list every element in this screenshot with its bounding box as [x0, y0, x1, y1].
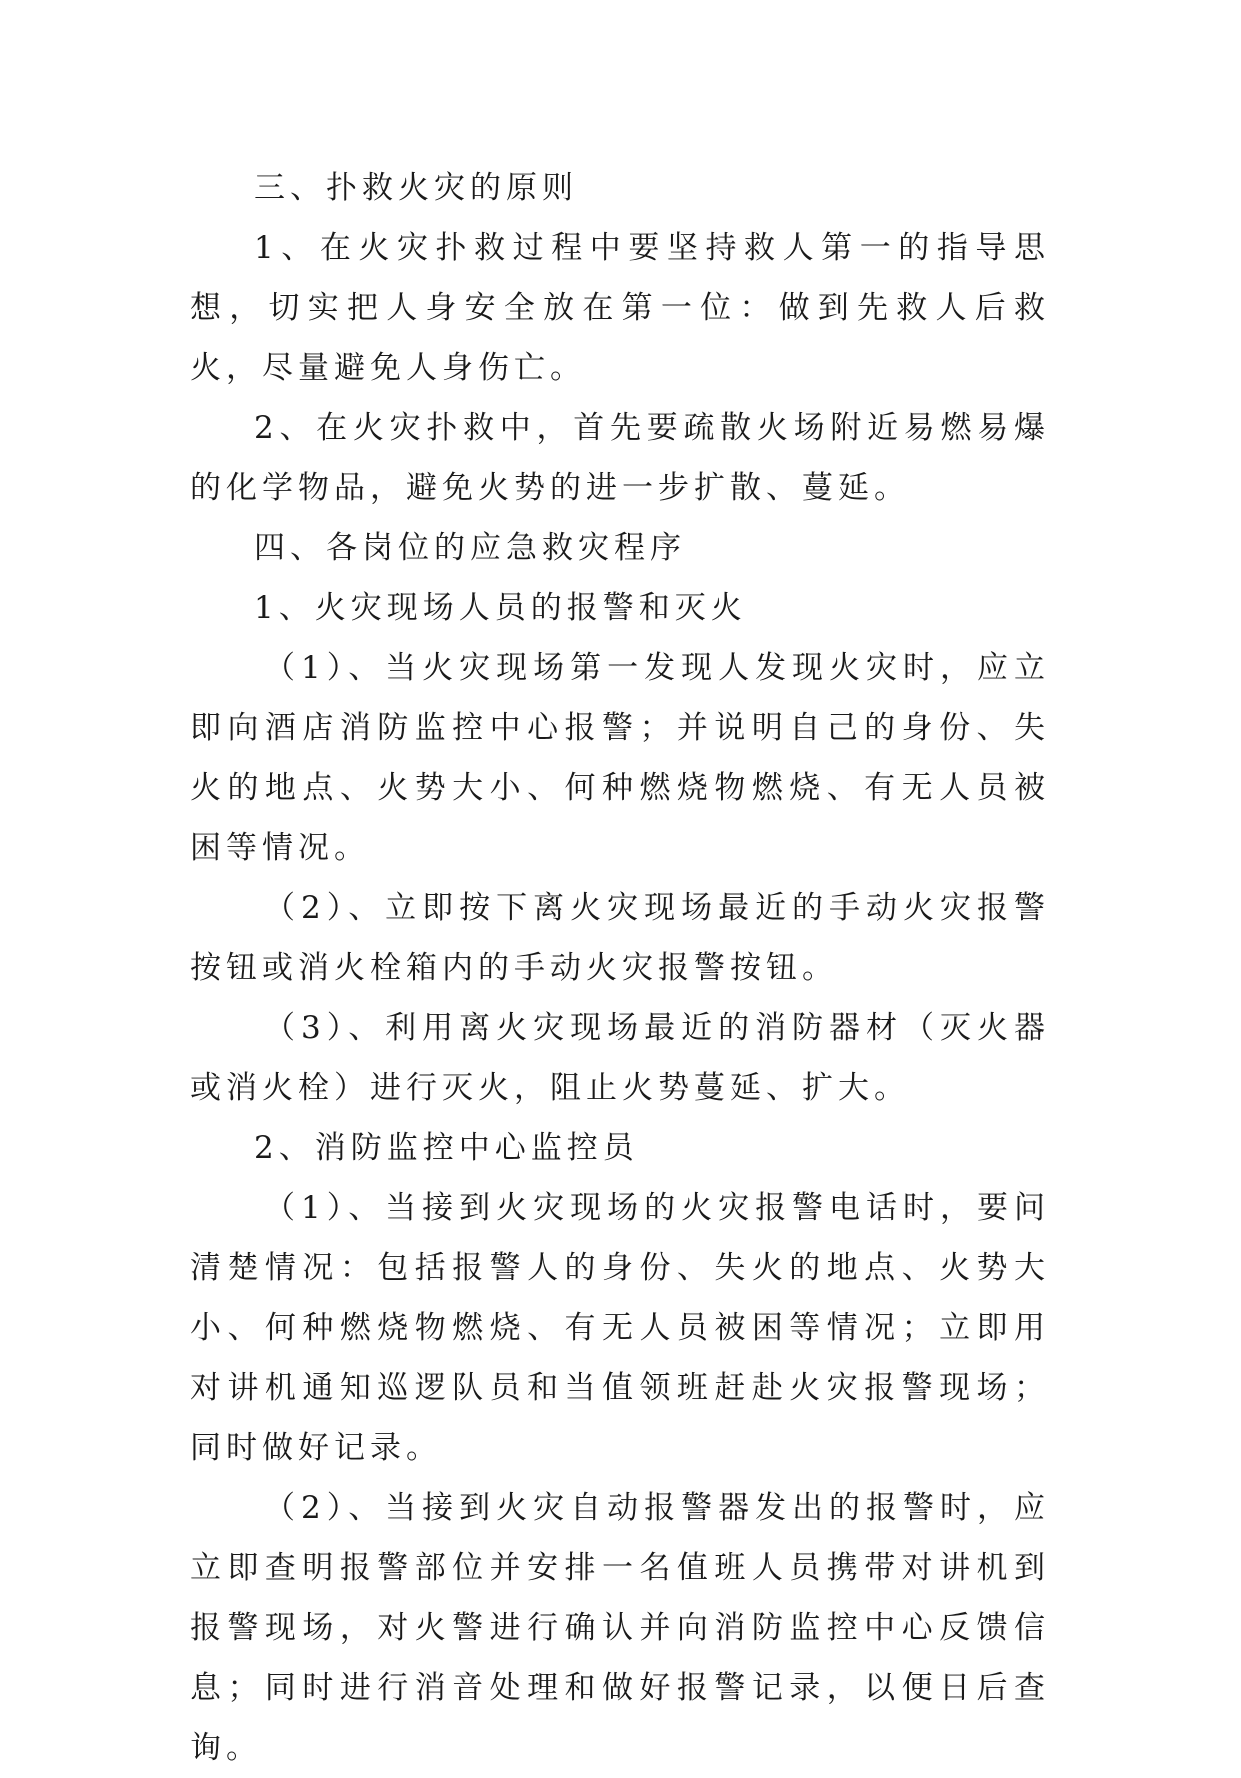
paragraph-4-1-1: （1）、当火灾现场第一发现人发现火灾时，应立即向酒店消防监控中心报警；并说明自己的身份、失火的地点、火势大小、何种燃烧物燃烧、有无人员被困等情况。 — [190, 650, 1050, 866]
subsection-heading-4-1: 1、火灾现场人员的报警和灭火 — [254, 590, 747, 626]
section-heading-4: 四、各岗位的应急救灾程序 — [254, 530, 686, 566]
section-heading-3: 三、扑救火灾的原则 — [254, 170, 578, 206]
paragraph-3-1: 1、在火灾扑救过程中要坚持救人第一的指导思想，切实把人身安全放在第一位：做到先救人后救火，尽量避免人身伤亡。 — [190, 230, 1050, 386]
subsection-heading-4-2: 2、消防监控中心监控员 — [254, 1130, 639, 1166]
paragraph-4-2-1: （1）、当接到火灾现场的火灾报警电话时，要问清楚情况：包括报警人的身份、失火的地点、火势大小、何种燃烧物燃烧、有无人员被困等情况；立即用对讲机通知巡逻队员和当值领班赶赴火灾报警现场；同时做好记录。 — [190, 1190, 1050, 1466]
paragraph-4-1-3: （3）、利用离火灾现场最近的消防器材（灭火器或消火栓）进行灭火，阻止火势蔓延、扩大。 — [190, 1010, 1050, 1106]
paragraph-4-1-2: （2）、立即按下离火灾现场最近的手动火灾报警按钮或消火栓箱内的手动火灾报警按钮。 — [190, 890, 1050, 986]
paragraph-4-2-2: （2）、当接到火灾自动报警器发出的报警时，应立即查明报警部位并安排一名值班人员携带对讲机到报警现场，对火警进行确认并向消防监控中心反馈信息；同时进行消音处理和做好报警记录，以便日后查询。 — [190, 1490, 1050, 1766]
document-body — [190, 158, 1050, 1778]
paragraph-3-2: 2、在火灾扑救中，首先要疏散火场附近易燃易爆的化学物品，避免火势的进一步扩散、蔓延。 — [190, 410, 1050, 506]
